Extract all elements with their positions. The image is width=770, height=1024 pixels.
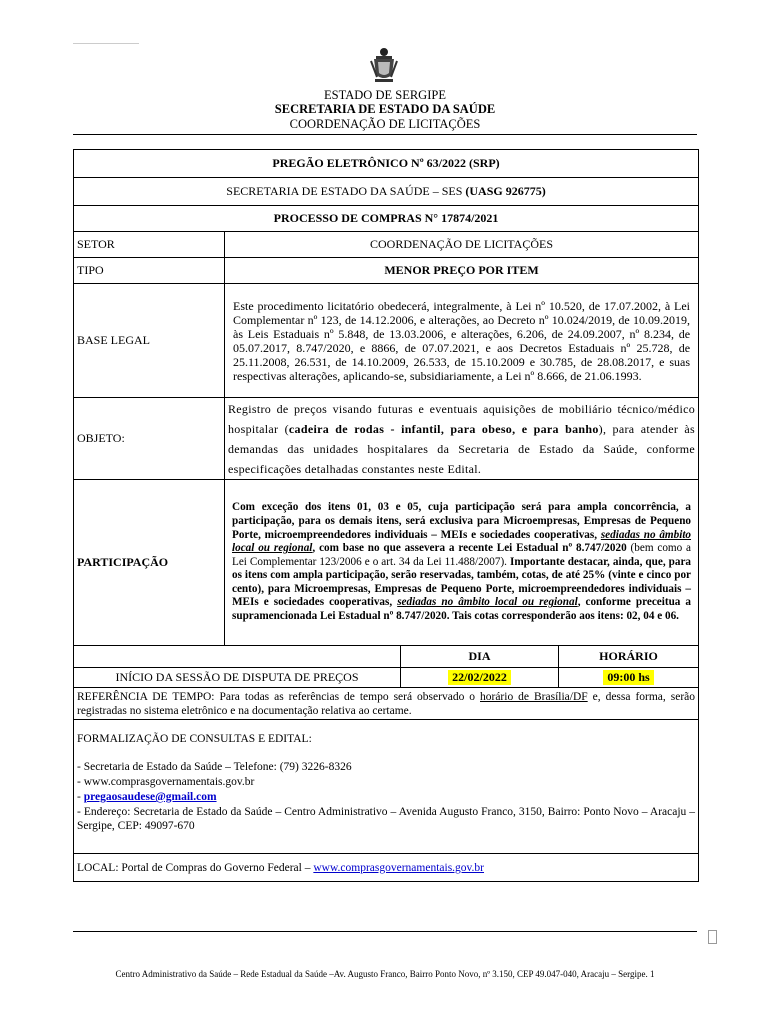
secretaria-row [74,178,699,206]
footer-address: Centro Administrativo da Saúde – Rede Estadual da Saúde –Av. Augusto Franco, Bairro Ponto Novo, nº 3.150, CEP 49.047-040, Aracaju – Sergipe. 1 [115,969,655,979]
edital-summary-table [73,149,699,882]
horario-header: HORÁRIO [559,646,699,668]
formalizacao-phone: - Secretaria de Estado da Saúde – Telefone: (79) 3226-8326 [77,761,352,773]
participacao-p1: Com exceção dos itens 01, 03 e 05, cuja participação será para ampla concorrência, a participação, para os demais itens, será exclusiva para Microempresas, Empresas de Pequeno Porte, microempreendedores individuais – MEIs e sociedades cooperativas, [232,501,692,541]
participacao-p1-underline: sediadas no âmbito local ou regional [232,528,692,555]
participacao-p4: Importante destacar, ainda, que, para os itens com ampla participação, serão reservadas, também, cotas, de até 25% (vinte e cinco por cento), para Microempresas, Empresas de Pequeno Porte, microempreendedores individuais – MEIs e sociedades cooperativas, [232,555,692,609]
local-text: LOCAL: Portal de Compras do Governo Federal – [77,861,314,874]
sessao-header-blank [74,646,401,668]
referencia-text-part2: e, dessa forma, serão registradas no sistema eletrônico e na documentação relativa ao certame. [77,690,696,717]
page-marker-icon [708,930,717,944]
top-rule [73,43,139,44]
setor-label: SETOR [74,232,225,258]
header-secretariat: SECRETARIA DE ESTADO DA SAÚDE [274,102,496,116]
objeto-label: OBJETO: [74,398,225,480]
participacao-p5: , conforme preceitua a supramencionada Lei Estadual nº 8.747/2020. Tais cotas corresponderão aos itens: 02, 04 e 06. [232,596,692,623]
participacao-text [225,480,699,646]
header-coordination: COORDENAÇÃO DE LICITAÇÕES [289,117,481,131]
horario-brasilia: horário de Brasília/DF [480,690,588,703]
secretaria-name: SECRETARIA DE ESTADO DA SAÚDE – SES [226,184,463,198]
email-prefix: - [77,791,84,803]
objeto-text-bold: cadeira de rodas - infantil, para obeso, e para banho [288,421,599,436]
participacao-label: PARTICIPAÇÃO [74,480,225,646]
sessao-dia-cell [401,668,559,688]
local-link[interactable]: www.comprasgovernamentais.gov.br [313,861,485,874]
uasg-code: (UASG 926775) [465,184,546,198]
local-row [74,854,699,882]
tipo-value: MENOR PREÇO POR ITEM [225,258,699,284]
email-link[interactable]: pregaosaudese@gmail.com [83,791,217,803]
formalizacao-email-row [77,790,695,805]
coat-of-arms-icon [370,47,398,85]
referencia-tempo [74,688,699,720]
referencia-text-part1: REFERÊNCIA DE TEMPO: Para todas as referências de tempo será observado o [77,690,480,703]
sessao-horario-cell [559,668,699,688]
formalizacao-website: - www.comprasgovernamentais.gov.br [77,776,255,788]
sessao-dia: 22/02/2022 [448,670,511,685]
participacao-p4-underline: sediadas no âmbito local ou regional [397,596,578,609]
formalizacao-address: - Endereço: Secretaria de Estado da Saúde – Centro Administrativo – Avenida Augusto Franco, 3150, Bairro: Ponto Novo – Aracaju – Sergipe, CEP: 49097-670 [77,806,696,832]
tipo-label: TIPO [74,258,225,284]
base-legal-label: BASE LEGAL [74,284,225,398]
dia-header: DIA [401,646,559,668]
pregao-title: PREGÃO ELETRÔNICO Nº 63/2022 (SRP) [74,150,699,178]
processo-title: PROCESSO DE COMPRAS N° 17874/2021 [74,206,699,232]
header-divider [73,134,697,135]
objeto-text-part2: ), para atender às demandas das unidades hospitalares da Secretaria de Estado da Saúde, conforme especificações detalhadas constantes neste Edital. [228,421,696,476]
objeto-text [225,398,699,480]
base-legal-text: Este procedimento licitatório obedecerá, integralmente, à Lei nº 10.520, de 17.07.2002, à Lei Complementar nº 123, de 14.12.2006, e alterações, ao Decreto nº 10.024/2019, de 10.09.2019, às Leis Estaduais nº 5.848, de 13.03.2006, e alterações, 6.206, de 24.09.2007, nº 8.234, de 05.07.2017, 8.747/2020, e 8866, de 07.07.2021, e aos Decretos Estaduais nº 25.728, de 25.11.2008, 26.531, de 14.10.2009, 26.533, de 15.10.2009 e 30.785, de 28.08.2017, e suas respectivas alterações, aplicando-se, subsidiariamente, a Lei nº 8.666, de 21.06.1993. [225,284,699,398]
sessao-label: INÍCIO DA SESSÃO DE DISPUTA DE PREÇOS [74,668,401,688]
objeto-text-part1: Registro de preços visando futuras e eventuais aquisições de mobiliário técnico/médico hospitalar ( [228,401,696,436]
formalizacao-section [74,720,699,854]
sessao-horario: 09:00 hs [603,670,653,685]
participacao-p2: , com base no que assevera a recente Lei Estadual nº 8.747/2020 [312,542,627,555]
participacao-p3: (bem como a Lei Complementar 123/2006 e o art. 34 da Lei 11.488/2007). [232,542,692,568]
formalizacao-title: FORMALIZAÇÃO DE CONSULTAS E EDITAL: [77,733,312,745]
setor-value: COORDENAÇÃO DE LICITAÇÕES [225,232,699,258]
footer-divider [73,931,697,932]
header-state: ESTADO DE SERGIPE [324,88,446,102]
